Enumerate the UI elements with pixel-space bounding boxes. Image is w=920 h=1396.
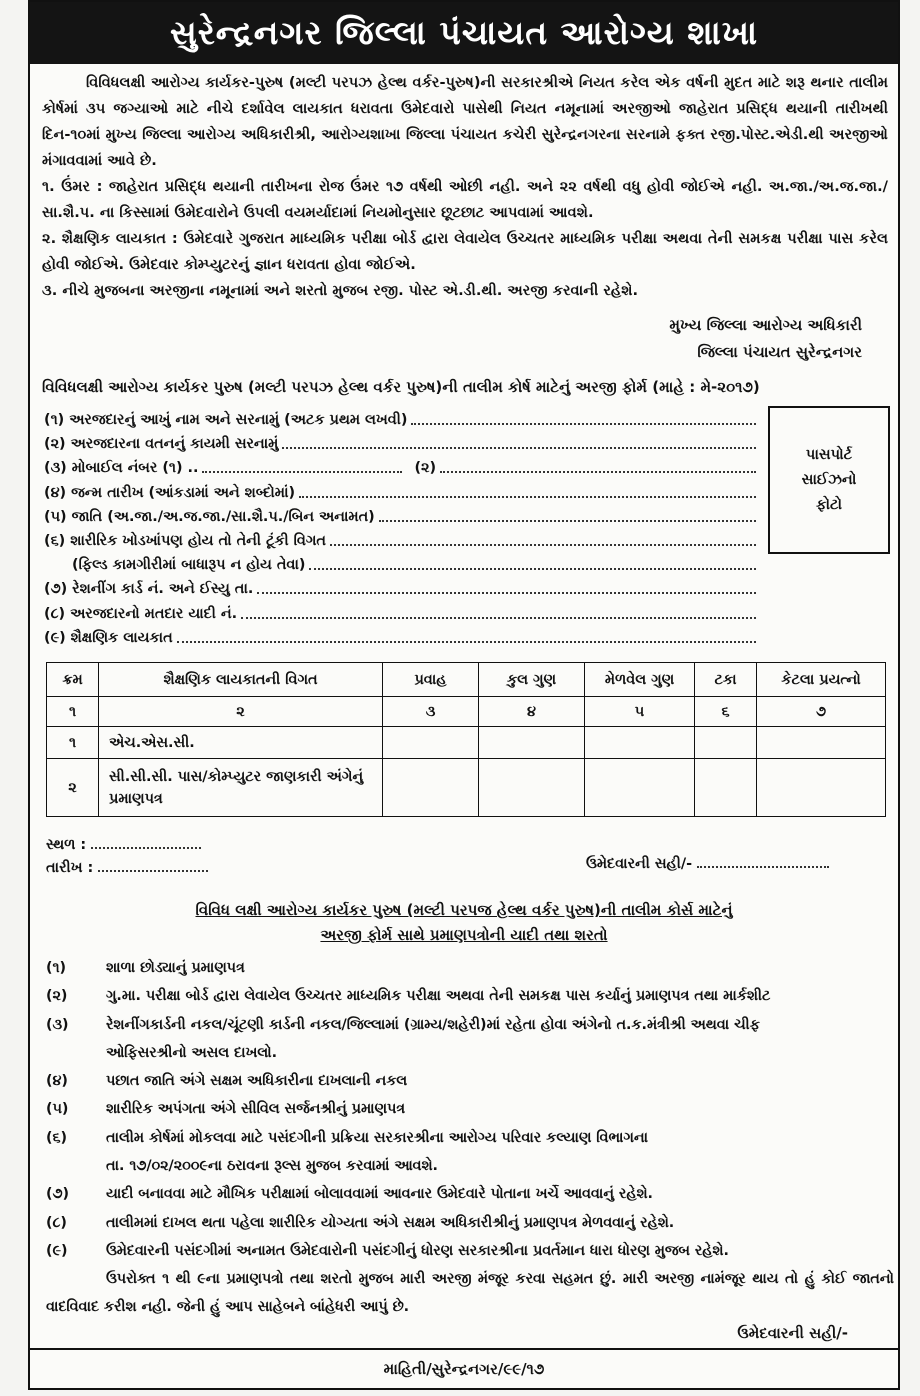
form-field-7: (૭) રેશનીંગ કાર્ડ નં. અને ઈસ્યુ તા. [44, 577, 756, 601]
table-header: કુલ ગુણ [479, 663, 585, 697]
fill-line[interactable] [241, 602, 756, 619]
table-header: શૈક્ષણિક લાયકાતની વિગત [99, 663, 383, 697]
list-item: (૫) શારીરિક અપંગતા અંગે સીવિલ સર્જનશ્રીનું પ્રમાણપત્ર [46, 1101, 406, 1118]
table-cell-empty[interactable] [695, 727, 757, 759]
table-cell-empty[interactable] [383, 759, 479, 817]
qualification-table [46, 662, 886, 817]
documents-list-heading: વિવિધ લક્ષી આરોગ્ય કાર્યકર પુરુષ (મલ્ટી પરપજ હેલ્થ વર્કર પુરુષ)ની તાલીમ કોર્સ માટેનું અરજી ફોર્મ સાથે પ્રમાણપત્રોની યાદી તથા શરતો [195, 901, 733, 944]
fill-line[interactable] [98, 858, 208, 872]
fill-line[interactable] [697, 854, 829, 868]
fill-line[interactable] [411, 408, 756, 425]
form-fields [44, 408, 756, 650]
table-cell-empty[interactable] [585, 759, 695, 817]
fill-line[interactable] [330, 529, 756, 546]
list-item-continued: ઓફિસરશ્રીનો અસલ દાખલો. [106, 1044, 278, 1061]
table-cell-empty[interactable] [695, 759, 757, 817]
form-field-4: (૪) જન્મ તારીખ (આંકડામાં અને શબ્દોમાં) [44, 481, 756, 505]
fill-line[interactable] [177, 626, 756, 643]
intro-point-1: ૧. ઉંમર : જાહેરાત પ્રસિદ્ધ થયાની તારીખના રોજ ઉંમર ૧૭ વર્ષથી ઓછી નહી. અને ૨૨ વર્ષથી વધુ હોવી જોઈએ નહી. અ.જા./અ.જ.જા./સા.શૈ.પ. ના કિસ્સામાં ઉમેદવારોને ઉપલી વયમર્યાદામાં નિયમોનુસાર છૂટછાટ આપવામાં આવશે. [42, 178, 888, 221]
form-field-5: (૫) જાતિ (અ.જા./અ.જ.જા./સા.શૈ.પ./બિન અનામત) [44, 505, 756, 529]
table-row: ૧ એચ.એસ.સી. [47, 727, 886, 759]
fill-line[interactable] [309, 553, 756, 570]
table-header: ટકા [695, 663, 757, 697]
table-header: ક્રમ [47, 663, 99, 697]
fill-line[interactable] [91, 835, 201, 849]
table-cell-empty[interactable] [585, 727, 695, 759]
final-candidate-signature: ઉમેદવારની સહી/- [737, 1324, 848, 1342]
closing-declaration: ઉપરોક્ત ૧ થી ૯ના પ્રમાણપત્રો તથા શરતો મુજબ મારી અરજી મંજૂર કરવા સહમત છું. મારી અરજી નામંજૂર થાય તો હું કોઈ જાતનો વાદવિવાદ કરીશ નહી. જેની હું આપ સાહેબને બાંહેધરી આપું છે. [46, 1271, 894, 1316]
table-row: ૨ સી.સી.સી. પાસ/કોમ્પ્યુટર જાણકારી અંગેનું પ્રમાણપત્ર [47, 759, 886, 817]
fill-line[interactable] [440, 456, 756, 473]
table-cell-empty[interactable] [479, 759, 585, 817]
form-field-8: (૮) અરજદારનો મતદાર યાદી નં. [44, 602, 756, 626]
candidate-signature: ઉમેદવારની સહી/- [586, 854, 829, 872]
table-cell-empty[interactable] [757, 759, 886, 817]
place-field: સ્થળ : [46, 834, 208, 857]
list-item: (૬) તાલીમ કોર્ષમાં મોકલવા માટે પસંદગીની પ્રક્રિયા સરકારશ્રીના આરોગ્ય પરિવાર કલ્યાણ વિભાગના [46, 1129, 648, 1146]
list-item: (૭) યાદી બનાવવા માટે મૌખિક પરીક્ષામાં બોલાવવામાં આવનાર ઉમેદવારે પોતાના ખર્ચે આવવાનું રહેશે. [46, 1186, 653, 1203]
list-item: (૪) પછાત જાતિ અંગે સક્ષમ અધિકારીના દાખલાની નકલ [46, 1073, 408, 1090]
form-field-6: (૬) શારીરિક ખોડખાંપણ હોય તો તેની ટૂંકી વિગત [44, 529, 756, 553]
fill-line[interactable] [282, 432, 756, 449]
intro-point-3: ૩. નીચે મુજબના અરજીના નમૂનામાં અને શરતો મુજબ રજી. પોસ્ટ એ.ડી.થી. અરજી કરવાની રહેશે. [42, 282, 639, 299]
signatory-line-1: મુખ્ય જિલ્લા આરોગ્ય અધિકારી [669, 316, 862, 334]
signatory-line-2: જિલ્લા પંચાયત સુરેન્દ્રનગર [697, 343, 862, 361]
list-item-continued: તા. ૧૭/૦૨/૨૦૦૯ના ઠરાવના રૂલ્સ મુજબ કરવામાં આવશે. [106, 1158, 438, 1175]
list-item: (૨) ગુ.મા. પરીક્ષા બોર્ડ દ્વારા લેવાયેલ ઉચ્ચતર માધ્યમિક પરીક્ષા અથવા તેની સમકક્ષ પાસ કર્યાનું પ્રમાણપત્ર તથા માર્કશીટ [46, 988, 771, 1005]
table-header-row [47, 663, 886, 697]
fill-line[interactable] [202, 456, 402, 473]
form-field-9: (૯) શૈક્ષણિક લાયકાત [44, 626, 756, 650]
list-item: (૧) શાળા છોડ્યાનું પ્રમાણપત્ર [46, 960, 245, 976]
table-header: મેળવેલ ગુણ [585, 663, 695, 697]
intro-point-2: ૨. શૈક્ષણિક લાયકાત : ઉમેદવારે ગુજરાત માધ્યમિક પરીક્ષા બોર્ડ દ્વારા લેવાયેલ ઉચ્ચતર માધ્યમિક પરીક્ષા અથવા તેની સમકક્ષ પરીક્ષા પાસ કરેલ હોવી જોઈએ. ઉમેદવાર કોમ્પ્યુટરનું જ્ઞાન ધરાવતા હોવા જોઈએ. [42, 230, 888, 273]
place-date-block [46, 834, 208, 880]
page-title: સુરેન્દ્રનગર જિલ્લા પંચાયત આરોગ્ય શાખા [30, 2, 898, 64]
form-field-3: (૩) મોબાઈલ નંબર (૧) .. (૨) [44, 456, 756, 480]
fill-line[interactable] [299, 481, 756, 498]
table-number-row: ૧ ૨ ૩ ૪ ૫ ૬ ૭ [47, 697, 886, 727]
form-title: વિવિધલક્ષી આરોગ્ય કાર્યકર પુરુષ (મલ્ટી પરપઝ હેલ્થ વર્કર પુરુષ)ની તાલીમ કોર્ષ માટેનું અરજી ફોર્મ (માહે : મે-૨૦૧૭) [42, 378, 760, 396]
officer-signatory [30, 312, 898, 366]
table-cell-empty[interactable] [757, 727, 886, 759]
list-item: (૩) રેશનીંગકાર્ડની નકલ/ચૂંટણી કાર્ડની નકલ/જિલ્લામાં (ગ્રામ્ય/શહેરી)માં રહેતા હોવા અંગેનો ત.ક.મંત્રીશ્રી અથવા ચીફ [46, 1016, 760, 1033]
table-header: પ્રવાહ [383, 663, 479, 697]
form-field-6-note: (ફિલ્ડ કામગીરીમાં બાધારૂપ ન હોય તેવા) [44, 553, 756, 577]
fill-line[interactable] [257, 577, 756, 594]
footer-reference: માહિતી/સુરેન્દ્રનગર/૯૯/૧૭ [30, 1348, 898, 1388]
advertisement-page [28, 0, 900, 1390]
form-field-1: (૧) અરજદારનું આખું નામ અને સરનામું (અટક પ્રથમ લખવી) [44, 408, 756, 432]
list-item: (૮) તાલીમમાં દાખલ થતા પહેલા શારીરિક યોગ્યતા અંગે સક્ષમ અધિકારીશ્રીનું પ્રમાણપત્ર મેળવવાનું રહેશે. [46, 1214, 675, 1231]
table-header: કેટલા પ્રયત્નો [757, 663, 886, 697]
intro-section [30, 64, 898, 304]
table-cell-empty[interactable] [479, 727, 585, 759]
date-field: તારીખ : [46, 857, 208, 880]
passport-photo-box: પાસપોર્ટ સાઈઝનો ફોટો [768, 406, 890, 554]
fill-line[interactable] [379, 505, 756, 522]
table-cell-empty[interactable] [383, 727, 479, 759]
intro-paragraph: વિવિધલક્ષી આરોગ્ય કાર્યકર-પુરુષ (મલ્ટી પરપઝ હેલ્થ વર્કર-પુરુષ)ની સરકારશ્રીએ નિયત કરેલ એક વર્ષની મુદત માટે શરૂ થનાર તાલીમ કોર્ષમાં ૩૫ જગ્યાઓ માટે નીચે દર્શાવેલ લાયકાત ધરાવતા ઉમેદવારો પાસેથી નિયત નમૂનામાં અરજીઓ જાહેરાત પ્રસિદ્ધ થયાની તારીખથી દિન-૧૦માં મુખ્ય જિલ્લા આરોગ્ય અધિકારીશ્રી, આરોગ્યશાખા જિલ્લા પંચાયત કચેરી સુરેન્દ્રનગરના સરનામે ફક્ત રજી.પોસ્ટ.એડી.થી અરજીઓ મંગાવવામાં આવે છે. [42, 74, 888, 169]
documents-list [46, 954, 894, 1321]
application-form [30, 406, 898, 648]
list-item: (૯) ઉમેદવારની પસંદગીમાં અનામત ઉમેદવારોની પસંદગીનું ધોરણ સરકારશ્રીના પ્રવર્તમાન ધારા ધોરણ મુજબ રહેશે. [46, 1242, 729, 1259]
form-field-2: (૨) અરજદારના વતનનું કાયમી સરનામું [44, 432, 756, 456]
